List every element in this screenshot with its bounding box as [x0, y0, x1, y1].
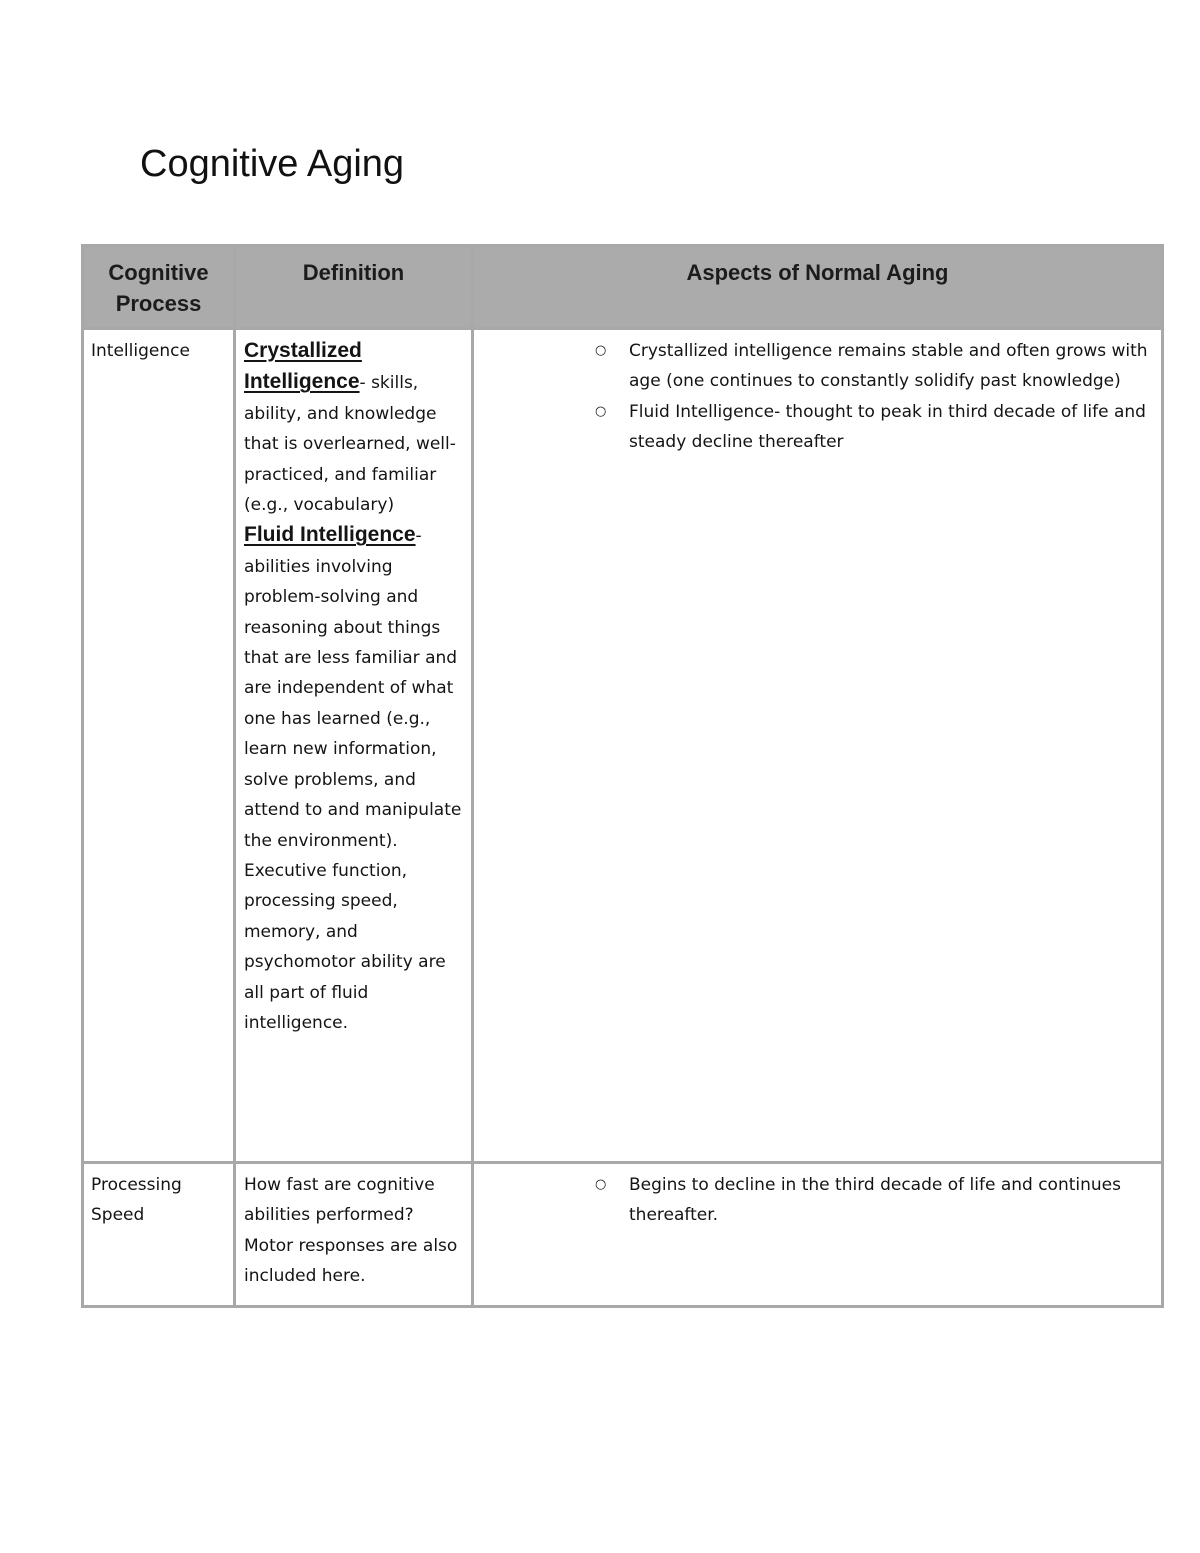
list-item — [591, 1170, 1155, 1231]
aspects-list — [481, 336, 1155, 458]
header-definition: Definition — [235, 246, 473, 329]
crystallized-intelligence-term: Crystallized Intelligence — [244, 339, 362, 394]
header-cognitive-process: Cognitive Process — [83, 246, 235, 329]
aspects-cell — [473, 329, 1163, 1163]
process-cell: Intelligence — [83, 329, 235, 1163]
cognitive-aging-table — [81, 244, 1164, 1308]
table-row — [83, 1163, 1163, 1307]
aspects-list — [481, 1170, 1155, 1231]
header-aspects-of-normal-aging: Aspects of Normal Aging — [473, 246, 1163, 329]
table-row — [83, 329, 1163, 1163]
hollow-circle-bullet-icon: ○ — [595, 343, 607, 358]
fluid-intelligence-term: Fluid Intelligence — [244, 523, 416, 547]
aspects-cell — [473, 1163, 1163, 1307]
definition-cell: How fast are cognitive abilities performed? Motor responses are also included here. — [235, 1163, 473, 1307]
aspect-text: Crystallized intelligence remains stable and often grows with age (one continues to constantly solidify past knowledge) — [629, 341, 1148, 392]
hollow-circle-bullet-icon: ○ — [595, 403, 607, 419]
list-item — [591, 397, 1155, 458]
document-title: Cognitive Aging — [140, 143, 405, 185]
aspect-text: Begins to decline in the third decade of life and continues thereafter. — [629, 1175, 1121, 1226]
aspect-text: Fluid Intelligence- thought to peak in third decade of life and steady decline thereafter — [629, 401, 1146, 453]
fluid-definition-text: - abilities involving problem-solving and reasoning about things that are less familiar and are independent of what one has learned (e.g., learn new information, solve problems, and attend to and manipulate the environment). Executive function, processing speed, memory, and psychomotor ability are all part of fluid intelligence. — [244, 526, 462, 1033]
crystallized-definition-text: - skills, ability, and knowledge that is overlearned, well-practiced, and familiar (e.g., vocabulary) — [244, 373, 456, 516]
table-header-row — [83, 246, 1163, 329]
list-item — [591, 336, 1155, 397]
definition-cell — [235, 329, 473, 1163]
process-cell: Processing Speed — [83, 1163, 235, 1307]
hollow-circle-bullet-icon: ○ — [595, 1177, 607, 1192]
